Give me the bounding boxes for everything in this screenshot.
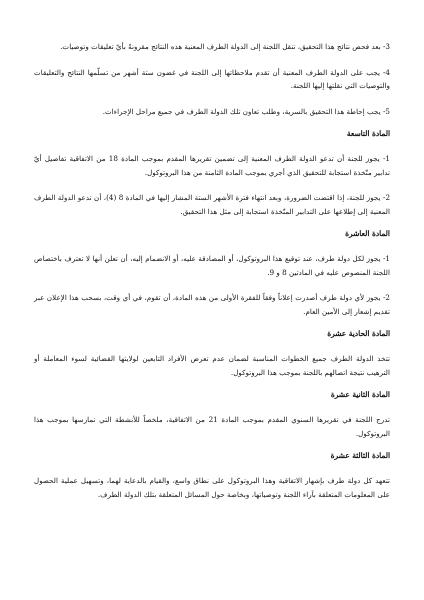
- article12-paragraph: تدرج اللجنة في تقريرها السنوي المقدم بموجب المادة 21 من الاتفاقية، ملخصاً للأنشطة التي تمارسها بموجب هذا البروتوكول.: [34, 415, 390, 438]
- article10-paragraph-1: 1- يجوز لكل دولة طرف، عند توقيع هذا البروتوكول، أو المصادقة عليه، أو الانضمام إليه، أن تعلن أنها لا تعترف باختصاص اللجنة المنصوص عليه في المادتين 8 و 9.: [34, 254, 390, 277]
- article9-paragraph-1: 1- يجوز للجنة أن تدعو الدولة الطرف المعنية إلى تضمين تقريرها المقدم بموجب المادة 18 من الاتفاقية تفاصيل أيّ تدابير متّخذة استجابة للتحقيق الذي أجري بموجب المادة الثامنة من هذا البروتوكول.: [34, 154, 390, 177]
- article11-paragraph: تتخذ الدولة الطرف جميع الخطوات المناسبة لضمان عدم تعرض الأفراد التابعين لولايتها القضائية لسوء المعاملة أو الترهيب نتيجة اتصالهم باللجنة بموجب هذا البروتوكول.: [34, 354, 390, 377]
- article8-paragraph-4: 4- يجب على الدولة الطرف المعنية أن تقدم ملاحظاتها إلى اللجنة في غضون ستة أشهر من تسلّمها النتائج والتعليقات والتوصيات التي نقلتها إليها اللجنة.: [34, 67, 390, 90]
- article10-paragraph-2: 2- يجوز لأي دولة طرف أصدرت إعلاناً وفقاً للفقرة الأولى من هذه المادة، أن تقوم، في أي وقت، بسحب هذا الإعلان عبر تقديم إشعار إلى الأمين العام.: [34, 293, 390, 316]
- article9-paragraph-2: 2- يجوز للجنة، إذا اقتضت الضرورة، وبعد انتهاء فترة الأشهر الستة المشار إليها في المادة 8 (4)، أن تدعو الدولة الطرف المعنية إلى إطلاعها على التدابير المتّخذة استجابة إلى مثل هذا التحقيق.: [34, 193, 391, 216]
- article13-heading: المادة الثالثة عشرة: [330, 451, 390, 460]
- article8-paragraph-5: 5- يجب إحاطة هذا التحقيق بالسرية، وطلب تعاون تلك الدولة الطرف في جميع مراحل الإجراءات.: [102, 106, 390, 116]
- article11-heading: المادة الحادية عشرة: [327, 329, 390, 338]
- article13-paragraph: تتعهد كل دولة طرف بإشهار الاتفاقية وهذا البروتوكول على نطاق واسع، والقيام بالدعاية لهما، وتسهيل عملية الحصول على المعلومات المتعلقة بآراء اللجنة وتوصياتها، وبخاصة حول المسائل المتعلقة بتلك الدولة الطرف.: [34, 476, 390, 499]
- article8-paragraph-3: 3- بعد فحص نتائج هذا التحقيق، تنقل اللجنة إلى الدولة الطرف المعنية هذه النتائج مقرونةً بأيّ تعليقات وتوصيات.: [60, 42, 390, 51]
- article10-heading: المادة العاشرة: [345, 229, 390, 238]
- article9-heading: المادة التاسعة: [346, 129, 390, 138]
- article12-heading: المادة الثانية عشرة: [330, 390, 390, 399]
